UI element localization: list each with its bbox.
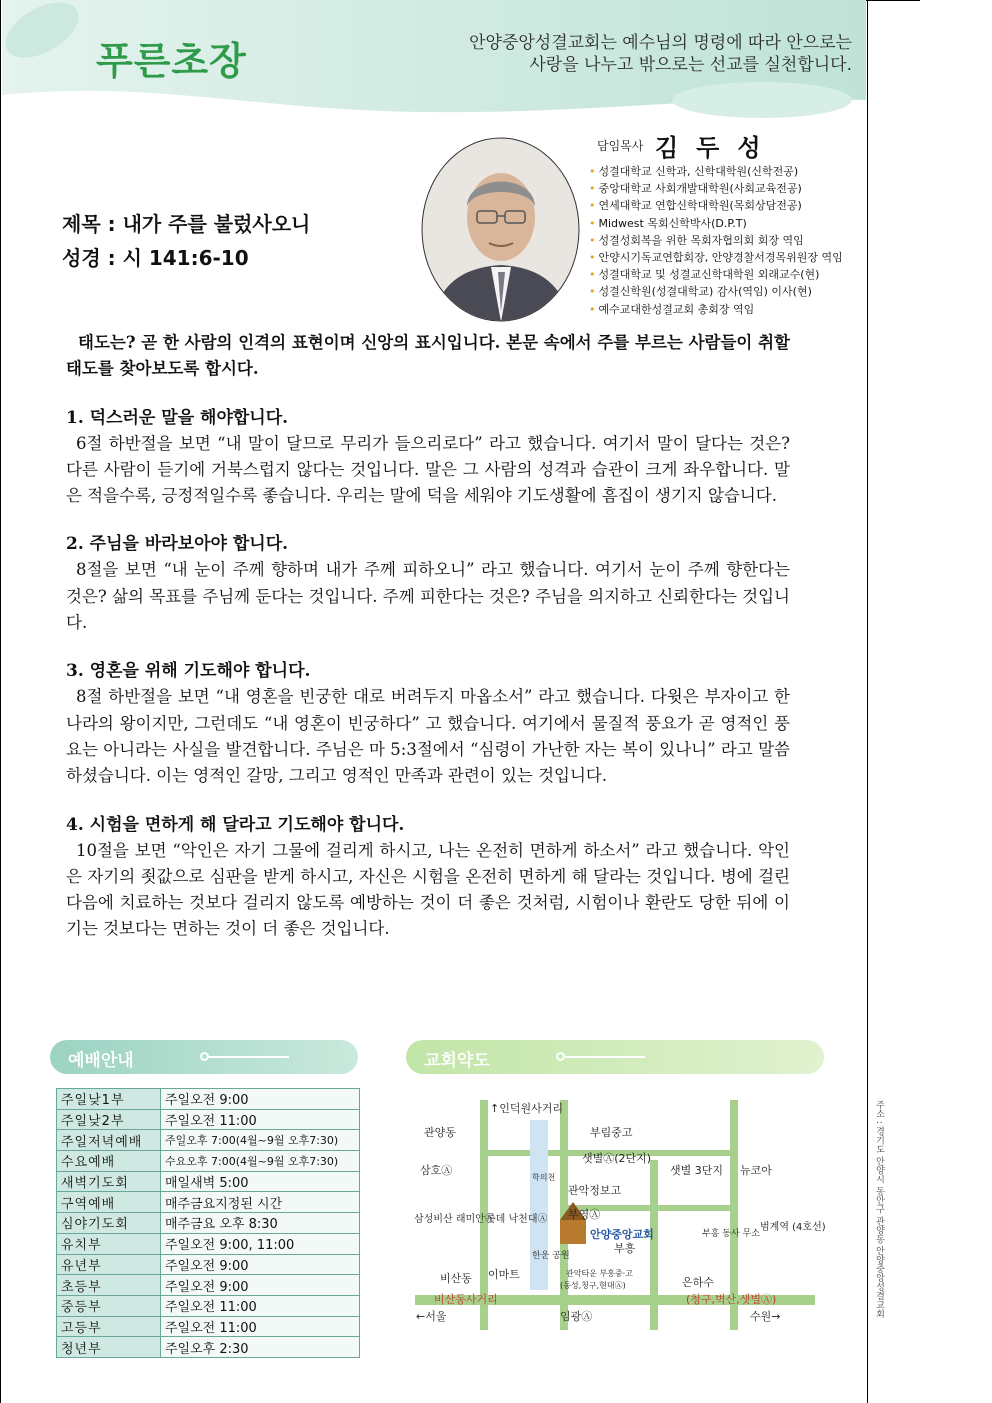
map-heading: 교회약도	[424, 1051, 490, 1071]
header-line	[565, 1056, 645, 1058]
service-time: 매주금요지정된 시간	[161, 1192, 360, 1213]
point-text: 8절을 보면 “내 눈이 주께 향하며 내가 주께 피하오니” 라고 했습니다. 여기서 눈이 주께 향한다는 것은? 삶의 목표를 주님께 둔다는 것입니다. 주께 피한다는 것은? 주님을 의지하고 신뢰한다는 것입니다.	[66, 560, 790, 633]
pastor-title: 담임목사	[597, 139, 644, 153]
footer-address-note: 주소 : 경기도 안양시 동안구 관양동 안양중앙성결교회	[874, 1100, 884, 1319]
service-name: 중등부	[57, 1295, 161, 1316]
newsletter-logo: 푸른초장	[96, 39, 247, 83]
map-label: 롯데 낙천대Ⓐ	[486, 1214, 548, 1225]
table-row	[57, 1192, 360, 1213]
map-label: 수원→	[750, 1310, 781, 1323]
table-row	[57, 1295, 360, 1316]
service-time: 주일오전 11:00	[161, 1109, 360, 1130]
sermon-scripture: 성경 : 시 141:6-10	[62, 246, 249, 270]
service-time: 주일오전 11:00	[161, 1316, 360, 1337]
map-label: 한운 공원	[532, 1251, 570, 1261]
map-label: 삼호Ⓐ	[420, 1164, 453, 1177]
service-time: 주일오전 9:00	[161, 1089, 360, 1110]
service-name: 수요예배	[57, 1151, 161, 1172]
pastor-credentials	[589, 163, 843, 318]
sermon-point	[66, 812, 790, 943]
service-name: 고등부	[57, 1316, 161, 1337]
table-row	[57, 1213, 360, 1234]
map-label: (동성,청구,현대Ⓐ)	[560, 1281, 626, 1290]
map-label: 부림중고	[590, 1126, 633, 1139]
point-heading: 3. 영혼을 위해 기도해야 합니다.	[66, 661, 311, 682]
table-row	[57, 1254, 360, 1275]
credential-item: • 예수교대한성결교회 총회장 역임	[589, 301, 843, 318]
map-label: 은하수	[682, 1276, 714, 1289]
map-label: 샛별Ⓐ(2단지)	[582, 1152, 652, 1165]
credential-item: • 성결대학교 및 성결교신학대학원 외래교수(현)	[589, 266, 843, 283]
service-name: 주일낮2부	[57, 1109, 161, 1130]
sermon-point	[66, 405, 790, 510]
sermon-meta	[62, 207, 310, 275]
pastor-name: 김두성	[655, 134, 779, 162]
service-time: 수요오후 7:00(4월~9월 오후7:30)	[161, 1151, 360, 1172]
table-row	[57, 1337, 360, 1358]
service-name: 주일낮1부	[57, 1089, 161, 1110]
service-time: 주일오후 7:00(4월~9월 오후7:30)	[161, 1130, 360, 1151]
map-label: 비산동	[440, 1272, 472, 1285]
credential-item: • Midwest 목회신학박사(D.P.T)	[589, 215, 843, 232]
service-time: 주일오전 9:00	[161, 1275, 360, 1296]
bullet-dot-icon	[200, 1052, 209, 1061]
church-motto	[469, 32, 852, 76]
sermon-point	[66, 658, 790, 789]
sermon-point	[66, 531, 790, 636]
service-time: 주일오후 2:30	[161, 1337, 360, 1358]
service-time: 주일오전 9:00	[161, 1254, 360, 1275]
sermon-title: 제목 : 내가 주를 불렀사오니	[62, 212, 311, 236]
table-row	[57, 1316, 360, 1337]
service-name: 초등부	[57, 1275, 161, 1296]
map-label: (청구,벽산,샛별Ⓐ)	[686, 1293, 777, 1306]
service-name: 심야기도회	[57, 1213, 161, 1234]
map-label: 삼성비산 래미안Ⓐ	[414, 1214, 495, 1225]
service-name: 청년부	[57, 1337, 161, 1358]
map-label: 범계역 (4호선)	[760, 1222, 826, 1233]
church-icon	[560, 1220, 586, 1244]
map-label: 안양중앙교회	[590, 1228, 654, 1241]
bullet-dot-icon	[556, 1052, 565, 1061]
map-label: 부영Ⓐ	[568, 1208, 601, 1221]
map-label: 뉴코아	[740, 1164, 772, 1177]
map-label: ←서울	[416, 1310, 447, 1323]
service-time: 매주금요 오후 8:30	[161, 1213, 360, 1234]
map-label: 관악타운 부흥중·고	[566, 1269, 633, 1278]
credential-item: • 성결성회복을 위한 목회자협의회 회장 역임	[589, 232, 843, 249]
credential-item: • 성결대학교 신학과, 신학대학원(신학전공)	[589, 163, 843, 180]
map-label: 관양동	[424, 1126, 456, 1139]
motto-line-2: 사랑을 나누고 밖으로는 선교를 실천합니다.	[529, 55, 852, 75]
sermon-intro: 태도는? 곧 한 사람의 인격의 표현이며 신앙의 표시입니다. 본문 속에서 주를 부르는 사람들이 취할 태도를 찾아보도록 합시다.	[66, 333, 790, 379]
table-row	[57, 1171, 360, 1192]
map-label: ↑인덕원사거리	[490, 1102, 563, 1115]
point-heading: 2. 주님을 바라보아야 합니다.	[66, 534, 289, 555]
sermon-body	[66, 330, 790, 965]
service-name: 유치부	[57, 1233, 161, 1254]
map-label: 임광Ⓐ	[560, 1310, 593, 1323]
point-text: 6절 하반절을 보면 “내 말이 달므로 무리가 들으리로다” 라고 했습니다. 여기서 말이 달다는 것은? 다른 사람이 듣기에 거북스럽지 않다는 것입니다. 말은 그 사람의 성격과 습관이 크게 좌우합니다. 말은 적을수록, 긍정적일수록 좋습니다. 우리는 말에 덕을 세워야 기도생활에 흠집이 생기지 않습니다.	[66, 433, 790, 506]
service-name: 새벽기도회	[57, 1171, 161, 1192]
worship-schedule-table	[56, 1088, 360, 1358]
service-time: 주일오전 11:00	[161, 1295, 360, 1316]
stream	[530, 1120, 548, 1290]
credential-item: • 안양시기독교연합회장, 안양경찰서경목위원장 역임	[589, 249, 843, 266]
point-heading: 1. 덕스러운 말을 해야합니다.	[66, 407, 289, 428]
table-row	[57, 1089, 360, 1110]
table-row	[57, 1151, 360, 1172]
church-location-map	[410, 1090, 830, 1340]
motto-line-1: 안양중앙성결교회는 예수님의 명령에 따라 안으로는	[469, 33, 852, 53]
service-time: 주일오전 9:00, 11:00	[161, 1233, 360, 1254]
map-label: 부흥	[614, 1242, 636, 1255]
credential-item: • 중앙대학교 사회개발대학원(사회교육전공)	[589, 180, 843, 197]
point-text: 10절을 보면 “악인은 자기 그물에 걸리게 하시고, 나는 온전히 면하게 하소서” 라고 했습니다. 악인은 자기의 죗값으로 심판을 받게 하시고, 자신은 시험을 온전히 면하게 해 달라는 것입니다. 병에 걸린 다음에 치료하는 것보다 걸리지 않도록 예방하는 것이 더 좋은 것처럼, 시험이나 환란도 당한 뒤에 이기는 것보다는 면하는 것이 더 좋은 것입니다.	[66, 840, 790, 939]
point-text: 8절 하반절을 보면 “내 영혼을 빈궁한 대로 버려두지 마옵소서” 라고 했습니다. 다윗은 부자이고 한 나라의 왕이지만, 그런데도 “내 영혼이 빈궁하다” 고 했습니다. 여기에서 물질적 풍요가 곧 영적인 풍요는 아니라는 사실을 발견합니다. 주님은 마 5:3절에서 “심령이 가난한 자는 복이 있나니” 라고 말씀하셨습니다. 이는 영적인 갈망, 그리고 영적인 만족과 관련이 있는 것입니다.	[66, 687, 790, 786]
table-row	[57, 1233, 360, 1254]
map-section-header	[406, 1040, 824, 1074]
service-name: 유년부	[57, 1254, 161, 1275]
map-label: 이마트	[488, 1268, 520, 1281]
table-row	[57, 1275, 360, 1296]
table-row	[57, 1109, 360, 1130]
service-name: 구역예배	[57, 1192, 161, 1213]
map-label: 관악정보고	[568, 1184, 622, 1197]
header-line	[209, 1056, 289, 1058]
map-label: 부흥 동사 무소	[702, 1229, 760, 1239]
service-name: 주일저녁예배	[57, 1130, 161, 1151]
worship-section-header	[50, 1040, 358, 1074]
point-heading: 4. 시험을 면하게 해 달라고 기도해야 합니다.	[66, 814, 405, 835]
map-label: 비산동사거리	[434, 1293, 498, 1306]
credential-item: • 연세대학교 연합신학대학원(목회상담전공)	[589, 197, 843, 214]
table-row	[57, 1130, 360, 1151]
service-time: 매일새벽 5:00	[161, 1171, 360, 1192]
pastor-portrait	[421, 137, 580, 322]
map-label: 샛별 3단지	[670, 1164, 723, 1177]
map-label: 학의천	[532, 1173, 556, 1182]
credential-item: • 성결신학원(성결대학교) 감사(역임) 이사(현)	[589, 283, 843, 300]
worship-heading: 예배안내	[68, 1051, 134, 1071]
